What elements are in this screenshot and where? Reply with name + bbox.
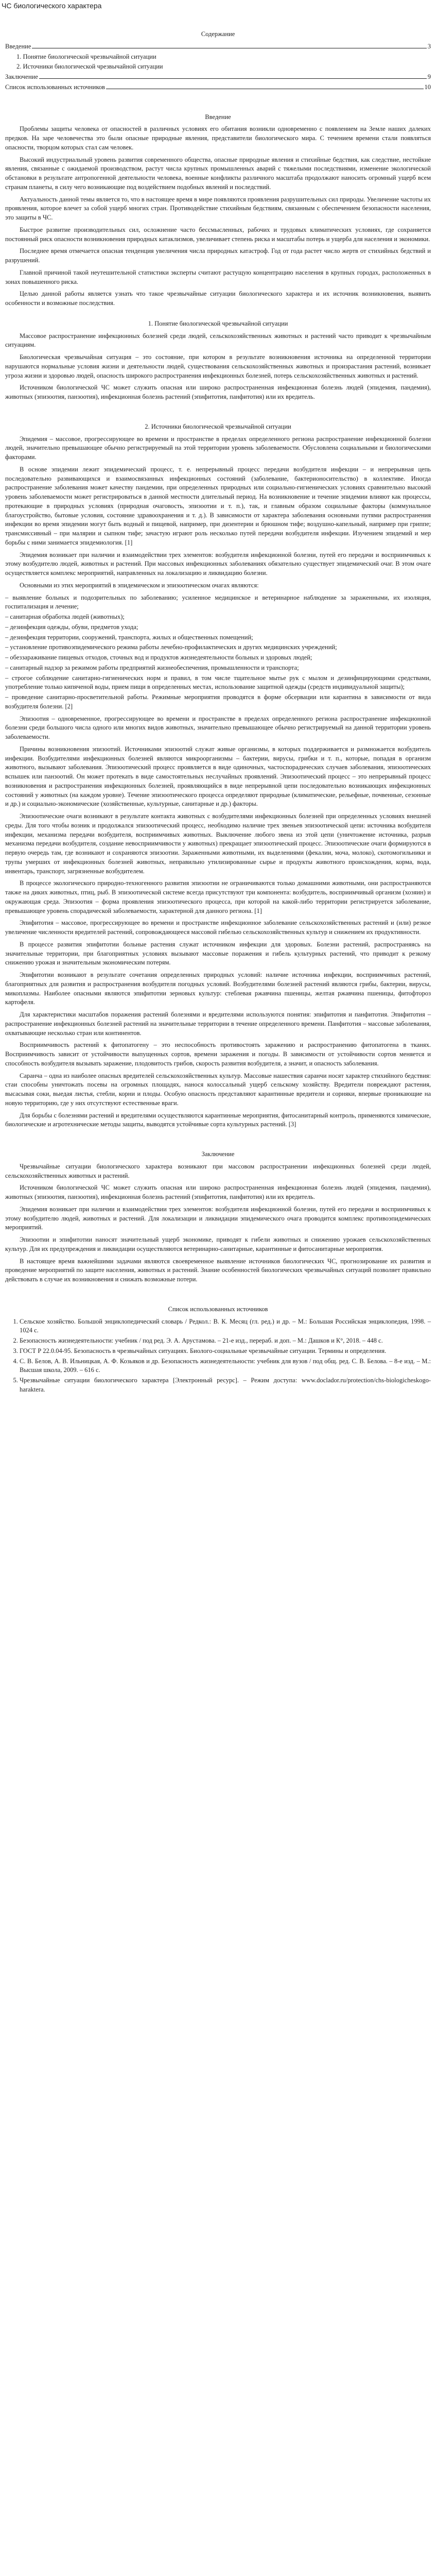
paragraph: Целью данной работы является узнать что такое чрезвычайные ситуации биологического характера и их источник возникновения, выявить особенности и возможные последствия. xyxy=(5,290,431,307)
toc-entry[interactable] xyxy=(5,42,431,52)
toc-entry-label: Список использованных источников xyxy=(5,83,105,91)
intro-heading: Введение xyxy=(205,113,231,121)
section-2-paragraphs-b xyxy=(5,715,431,1130)
paragraph: Эпифитотия – массовое, прогрессирующее во времени и пространстве инфекционное заболевание сельскохозяйственных растений и (или) резкое увеличение численности вредителей растений, сопровождающееся массовой гибелью сельскохозяйственных культур и снижением их продуктивности. xyxy=(5,919,431,936)
list-item: – дезинфекция одежды, обуви, предметов ухода; xyxy=(5,623,138,631)
paragraph: Массовое распространение инфекционных болезней среди людей, сельскохозяйственных животных и растений часто приводит к чрезвычайным ситуациям. xyxy=(5,332,431,349)
reference-item: 2. Безопасность жизнедеятельности: учебник / под ред. Э. А. Арустамова. – 21-е изд., перераб. и доп. – М.: Дашков и К°, 2018. – 448 с. xyxy=(20,1336,431,1346)
paragraph: Актуальность данной темы является то, что в настоящее время в мире появляются проявления разрушительных сил природы. Увеличение частоты их проявления, которое влечет за собой ущерб многих стран. Противодействие стихийным бедствиям, связанным с обеспечением безопасности населения, это защиты в ЧС. xyxy=(5,195,431,221)
reference-item: 1. Сельское хозяйство. Большой энциклопедический словарь / Редкол.: В. К. Месяц (гл. ред.) и др. – М.: Большая Российская энциклопедия, 1998. – 1024 с. xyxy=(20,1317,431,1336)
reference-item: 5. Чрезвычайные ситуации биологического характера [Электронный ресурс]. – Режим доступа: www.doclador.ru/protection/chs-biologicheskogo-haraktera. xyxy=(20,1376,431,1395)
paragraph: Для борьбы с болезнями растений и вредителями осуществляются карантинные мероприятия, фитосанитарный контроль, применяются химические, биологические и агротехнические методы защиты, выводятся устойчивые сорта культурных растений. [3] xyxy=(5,1111,431,1128)
toc-heading: Содержание xyxy=(201,30,235,38)
reference-item: 3. ГОСТ Р 22.0.04-95. Безопасность в чрезвычайных ситуациях. Биолого-социальные чрезвычайные ситуации. Термины и определения. xyxy=(20,1347,431,1356)
paragraph: В основе эпидемии лежит эпидемический процесс, т. е. непрерывный процесс передачи возбудителя инфекции – и непрерывная цепь последовательно развивающихся и взаимосвязанных инфекционных состояний (заболевание, бактерионосительство) в коллективе. Иногда распространение заболевания может качеству пандемии, при определенных природных или социально-гигиенических условиях сравнительно высокий уровень заболеваемости может регистрироваться в данной местности длительный период. На возникновение и течение эпидемии влияют как процессы, протекающие в природных условиях (природная очаговость, эпизоотии и т. п.), так, и главным образом социальные факторы (коммунальное благоустройство, бытовые условия, состояние здравоохранения и т. д.). В зависимости от характера заболевания основными путями распространения инфекции во время эпидемии могут быть водный и пищевой, например, при дизентерии и брюшном тифе; воздушно-капельный, например при гриппе; трансмиссивный – при малярии и сыпном тифе; зачастую играют роль несколько путей передачи возбудителя инфекции. Изучением эпидемий и мер борьбы с ними занимается эпидемиология. [1] xyxy=(5,465,431,546)
toc-entry-label: 2. Источники биологической чрезвычайной ситуации xyxy=(16,63,163,71)
paragraph: В процессе развития эпифитотии больные растения служат источником инфекции для здоровых. Болезни растений, распространяясь на значительные территории, при благоприятных условиях вызывают массовые поражения и гибель культурных растений, что приводит к резкому снижению урожая и значительным экономическим потерям. xyxy=(5,940,431,967)
list-item: – выявление больных и подозрительных по заболеванию; усиленное медицинское и ветеринарное наблюдение за зараженными, их изоляция, госпитализация и лечение; xyxy=(5,594,431,611)
paragraph: Эпидемия возникает при наличии и взаимодействии трех элементов: возбудителя инфекционной болезни, путей его передачи и восприимчивых к этому возбудителю людей, животных и растений. Для локализации и ликвидации эпидемического очага проводится комплекс противоэпидемических мероприятий. xyxy=(5,1205,431,1231)
paragraph: Последнее время отмечается опасная тенденция увеличения числа природных катастроф. Год от года растет число жертв от стихийных бедствий и разрушений. xyxy=(5,247,431,264)
toc-entry[interactable] xyxy=(5,53,431,62)
paragraph: В настоящее время важнейшими задачами являются своевременное выявление источников биологических ЧС, прогнозирование их развития и проведение мероприятий по защите населения, животных и растений. Знание особенностей биологических чрезвычайных ситуаций позволяет правильно действовать в случае их возникновения и снижать возможные потери. xyxy=(5,1257,431,1283)
paragraph: Основными из этих мероприятий в эпидемическом и эпизоотическом очагах являются: xyxy=(20,581,259,589)
paragraph: Высокий индустриальный уровень развития современного общества, опасные природные явления и стихийные бедствия, как следствие, нестойкие явления, связанные с ожидаемой производством, растут числа крупных промышленных аварий с тяжелыми последствиями, изменение экологической обстановки в результате антропогенной деятельности человека, военные конфликты различного масштаба продолжают наносить огромный ущерб всем странам планеты, в силу чего возникающие под воздействием подобных явлений и последствий. xyxy=(5,156,431,191)
document-title: ЧС биологического характера xyxy=(2,2,102,10)
section-2-paragraphs-a xyxy=(5,435,431,590)
toc-entry-label: Заключение xyxy=(5,73,38,80)
list-item: – обеззараживание пищевых отходов, сточных вод и продуктов жизнедеятельности больных и здоровых людей; xyxy=(5,654,312,661)
section-1-paragraphs xyxy=(5,332,431,402)
section-2-measures-list xyxy=(5,594,431,711)
paragraph: Эпифитотии возникают в результате сочетания определенных природных условий: наличие источника инфекции, восприимчивых растений, благоприятных для развития и распространения возбудителя погодных условий. Возбудителями болезней растений являются грибы, бактерии, вирусы, микоплазмы. Наиболее опасными являются эпифитотии зерновых культур: стеблевая ржавчина пшеницы, желтая ржавчина пшеницы, фитофтороз картофеля. xyxy=(5,971,431,1006)
references-heading: Список использованных источников xyxy=(168,1305,268,1313)
paragraph: Источником биологической ЧС может служить опасная или широко распространенная инфекционная болезнь людей (эпидемия, пандемия), животных (эпизоотия, панзоотия), инфекционная болезнь растений (эпифитотия, панфитотия) или их вредитель. xyxy=(5,1184,431,1200)
paragraph: Эпидемия – массовое, прогрессирующее во времени и пространстве в пределах определенного региона распространение инфекционной болезни людей, значительно превышающее обычно регистрируемый на этой территории уровень заболеваемости. Обусловлена социальными и биологическими факторами. xyxy=(5,435,431,461)
paragraph: Биологическая чрезвычайная ситуация – это состояние, при котором в результате возникновения источника на определенной территории нарушаются нормальные условия жизни и деятельности людей, существования сельскохозяйственных животных и произрастания растений, возникает угроза жизни и здоровью людей, опасность широкого распространения инфекционных болезней, потерь сельскохозяйственных животных и растений. xyxy=(5,353,431,379)
paragraph: Эпизоотические очаги возникают в результате контакта животных с возбудителями инфекционных болезней при определенных условиях внешней среды. Для того чтобы возник и продолжался эпизоотический процесс, необходимо наличие трех звеньев эпизоотической цепи: источника возбудителя инфекции, механизма передачи возбудителя, восприимчивых животных. Выключение любого звена из этой цепи (уничтожение источника, разрыв механизма передачи возбудителя, создание невосприимчивости у животных) прекращает эпизоотический процесс. Эпизоотические очаги формируются в первую очередь там, где возникают и сохраняются эпизоотии. Зараженными животными, их выделениями (фекалии, моча, молоко), скотомогильники и трупы умерших от инфекционных болезней животных, неправильно утилизированные сырье и продукты животного происхождения, корма, вода, инвентарь, транспорт, загрязненные возбудителем. xyxy=(5,812,431,875)
paragraph: Восприимчивость растений к фитопатогену ‒ это неспособность противостоять заражению и распространению фитопатогена в тканях. Восприимчивость зависит от устойчивости выпущенных сортов, времени заражения и погоды. В зависимости от устойчивости сортов меняется и способность возбудителя вызывать заражение, плодовитость грибов, скорость развития возбудителя, а значит, и опасность заболевания. xyxy=(5,1041,431,1067)
section-1 xyxy=(5,319,431,402)
paragraph: Причины возникновения эпизоотий. Источниками эпизоотий служат живые организмы, в которых поддерживается и размножается возбудитель инфекции. Возбудителями инфекционных болезней являются микроорганизмы – бактерии, вирусы, грибки и т. п., которые, попадая в организм животного, вызывают заболевания. Эпизоотический процесс проявляется в виде одиночных, частоспорадических случаев заболевания, эпизоотических вспышек или панзоотий. Он может протекать в виде самостоятельных неслучайных проявлений. Эпизоотический процесс ‒ это непрерывный процесс возникновения и распространения инфекционных болезней, проявляющийся в виде непрерывной цепи последовательно возникающих инфекционных состояний у животных (на каждом уровне). Течение эпизоотического процесса определяют природные (климатические, рельефные, почвенные, сезонные и др.) и социально-экономические (хозяйственные, культурные, санитарные и др.) факторы. xyxy=(5,745,431,808)
references-list xyxy=(5,1317,431,1395)
list-item: – дезинфекция территории, сооружений, транспорта, жилых и общественных помещений; xyxy=(5,633,253,641)
section-2-heading: 2. Источники биологической чрезвычайной ситуации xyxy=(145,422,291,430)
list-item: – установление противоэпидемического режима работы лечебно-профилактических и других медицинских учреждений; xyxy=(5,643,337,651)
paragraph: Эпизоотии и эпифитотии наносят значительный ущерб экономике, приводят к гибели животных и снижению урожаев сельскохозяйственных культур. Для их предупреждения и ликвидации осуществляются ветеринарно-санитарные, карантинные и фитосанитарные мероприятия. xyxy=(5,1236,431,1252)
reference-item: 4. С. В. Белов, А. В. Ильницкая, А. Ф. Козьяков и др. Безопасность жизнедеятельности: учебник для вузов / под общ. ред. С. В. Белова. – 8-е изд. – М.: Высшая школа, 2009. – 616 с. xyxy=(20,1357,431,1376)
intro-paragraphs xyxy=(5,125,431,308)
paragraph: Быстрое развитие производительных сил, осложнение часто бессмысленных, рабочих и трудовых климатических условиях, где сохраняется постоянный риск опасности возникновения природных катаклизмов, увеличивает степень риска и масштабы потерь и ущерба для населения и экономики. xyxy=(5,226,431,243)
toc-leader-line xyxy=(39,78,427,79)
toc-entry-label: Введение xyxy=(5,42,31,50)
conclusion-paragraphs xyxy=(5,1162,431,1284)
list-item: – санитарная обработка людей (животных); xyxy=(5,613,125,620)
section-2 xyxy=(5,422,431,1129)
toc-entry[interactable] xyxy=(5,83,431,92)
paragraph: Проблемы защиты человека от опасностей в различных условиях его обитания возникли одновременно с появлением на Земле наших далеких предков. На заре человечества это были опасные природные явления, представители биологического мира. С течением времени стали появляться опасности, творцом которых стал сам человек. xyxy=(5,125,431,151)
section-1-heading: 1. Понятие биологической чрезвычайной ситуации xyxy=(148,319,288,327)
paragraph: Эпизоотия – одновременное, прогрессирующее во времени и пространстве в пределах определенного региона распространение инфекционной болезни среди большого числа одного или многих видов животных, значительно превышающее обычно регистрируемый на данной территории уровень заболеваемости. xyxy=(5,715,431,740)
table-of-contents xyxy=(5,30,431,92)
paragraph: Чрезвычайные ситуации биологического характера возникают при массовом распространении инфекционных болезней среди людей, сельскохозяйственных животных и растений. xyxy=(5,1162,431,1179)
conclusion-section xyxy=(5,1150,431,1284)
paragraph: Источником биологической ЧС может служить опасная или широко распространенная инфекционная болезнь людей (эпидемия, пандемия), животных (эпизоотия, панзоотия), инфекционная болезнь растений (эпифитотия, панфитотия) или их вредитель. xyxy=(5,384,431,400)
toc-entry-page: 10 xyxy=(424,83,431,91)
paragraph: В процессе экологического природно-техногенного развития эпизоотии не ограничиваются только домашними животными, они распространяются также на диких животных, птиц, рыб. В эпизоотической системе всегда присутствуют три компонента: возбудитель, восприимчивый организм (хозяин) и окружающая среда. Эпизоотия – форма проявления эпизоотического процесса, при которой на какой-либо территории регистрируется заболевание, превышающее уровень спорадической заболеваемости, характерной для данного региона. [1] xyxy=(5,879,431,914)
references-section xyxy=(5,1305,431,1395)
list-item: – санитарный надзор за режимом работы предприятий жизнеобеспечения, промышленности и транспорта; xyxy=(5,664,299,671)
paragraph: Эпидемия возникает при наличии и взаимодействии трех элементов: возбудителя инфекционной болезни, путей его передачи и восприимчивых к этому возбудителю людей, животных и растений. При массовых инфекционных заболеваниях обязательно существует эпидемический очаг. В этом очаге осуществляется комплекс мероприятий, направленных на локализацию и ликвидацию болезни. xyxy=(5,551,431,577)
conclusion-heading: Заключение xyxy=(201,1150,235,1158)
list-item: – строгое соблюдение санитарно-гигиенических норм и правил, в том числе тщательное мытье рук с мылом и дезинфицирующими средствами, употребление только кипяченой воды, прием пищи в определенных местах, использование защитной одежды (средств индивидуальной защиты); xyxy=(5,674,431,691)
toc-entry-page: 3 xyxy=(427,42,431,50)
paragraph: Саранча – одна из наиболее опасных вредителей сельскохозяйственных культур. Массовые нашествия саранчи носят характер стихийного бедствия: стаи способны уничтожать посевы на огромных площадях, нанося колоссальный ущерб сельскому хозяйству. Вредители повреждают растения, высасывая соки, выедая листья, стебли, корни и плоды. Особую опасность представляют карантинные вредители и сорняки, впервые проникающие на новую территорию, где у них отсутствуют естественные враги. xyxy=(5,1072,431,1107)
document-body xyxy=(0,30,436,1395)
toc-entry-label: 1. Понятие биологической чрезвычайной ситуации xyxy=(16,53,156,60)
toc-entry[interactable] xyxy=(5,62,431,72)
intro-section xyxy=(5,113,431,308)
toc-entry-page: 9 xyxy=(427,73,431,80)
paragraph: Главной причиной такой неутешительной статистики эксперты считают растущую концентрацию населения в крупных городах, расположенных в зонах повышенного риска. xyxy=(5,268,431,285)
paragraph: Для характеристики масштабов поражения растений болезнями и вредителями используются понятия: эпифитотия и панфитотия. Эпифитотия – распространение инфекционных болезней растений на значительные территории в течение определенного времени. Панфитотия – массовые заболевания, охватывающие несколько стран или континентов. xyxy=(5,1011,431,1037)
list-item: – проведение санитарно-просветительной работы. Режимные мероприятия проводятся в форме обсервации или карантина в зависимости от вида возбудителя болезни. [2] xyxy=(5,693,431,710)
toc-entry[interactable] xyxy=(5,73,431,82)
toc-list xyxy=(5,42,431,92)
